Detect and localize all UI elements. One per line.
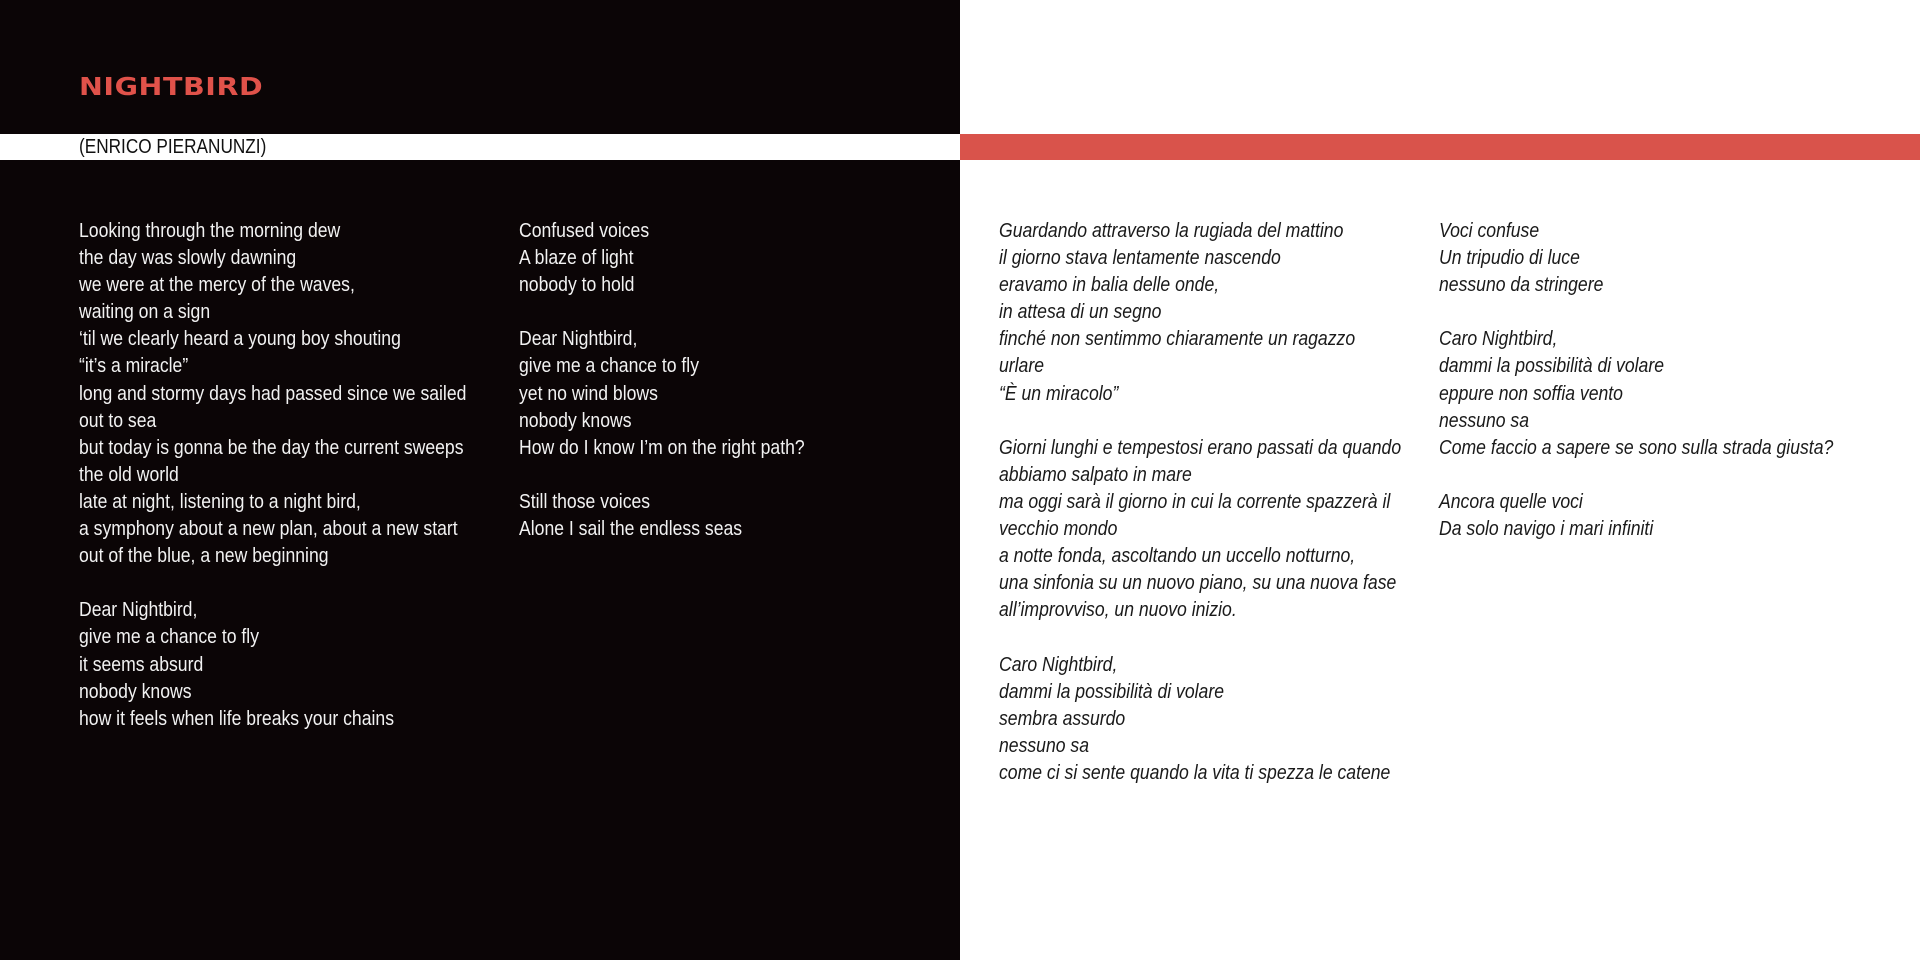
stanza-break [1439, 462, 1833, 489]
lyric-line: Guardando attraverso la rugiada del mattino [999, 220, 1344, 242]
lyric-line: Da solo navigo i mari infiniti [1439, 518, 1654, 541]
lyric-line: urlare [999, 355, 1045, 378]
lyric-line: “È un miracolo” [999, 382, 1119, 405]
lyric-line: nessuno sa [1439, 409, 1530, 432]
lyric-line: Ancora quelle voci [1439, 490, 1583, 513]
lyric-line: it seems absurd [79, 653, 204, 676]
lyric-line: ‘til we clearly heard a young boy shouting [79, 328, 401, 351]
lyric-line: out to sea [79, 409, 157, 432]
lyric-line: How do I know I’m on the right path? [519, 436, 805, 459]
lyrics-english-column-2 [519, 218, 805, 543]
stanza-break [999, 624, 1401, 651]
lyric-line: sembra assurdo [999, 707, 1126, 730]
lyric-line: all’improvviso, un nuovo inizio. [999, 599, 1237, 622]
lyric-line: il giorno stava lentamente nascendo [999, 247, 1281, 270]
lyrics-italian-column-2 [1439, 218, 1833, 543]
lyric-line: Confused voices [519, 220, 650, 242]
lyric-line: Alone I sail the endless seas [519, 518, 743, 541]
lyric-line: dammi la possibilità di volare [999, 680, 1224, 703]
stanza-break [519, 462, 805, 489]
lyric-line: nessuno sa [999, 734, 1090, 757]
lyric-line: late at night, listening to a night bird, [79, 490, 361, 513]
lyric-line: Come faccio a sapere se sono sulla strada giusta? [1439, 436, 1834, 459]
lyric-line: Dear Nightbird, [79, 599, 198, 622]
stanza-break [999, 408, 1401, 435]
lyric-line: eravamo in balia delle onde, [999, 274, 1220, 297]
lyric-line: A blaze of light [519, 247, 634, 270]
lyric-line: ma oggi sarà il giorno in cui la corrente spazzerà il [999, 490, 1391, 513]
lyric-line: nobody knows [519, 409, 632, 432]
lyric-line: the day was slowly dawning [79, 247, 297, 270]
lyric-line: Un tripudio di luce [1439, 247, 1580, 270]
lyric-line: the old world [79, 463, 179, 486]
lyric-line: waiting on a sign [79, 301, 211, 324]
lyric-line: vecchio mondo [999, 518, 1118, 541]
stanza-break [79, 570, 466, 597]
lyric-line: give me a chance to fly [79, 626, 260, 649]
lyric-line: Caro Nightbird, [999, 653, 1118, 676]
lyric-line: out of the blue, a new beginning [79, 545, 329, 568]
accent-band [960, 134, 1920, 160]
lyric-line: Still those voices [519, 490, 651, 513]
lyric-line: Voci confuse [1439, 220, 1540, 242]
lyric-line: Giorni lunghi e tempestosi erano passati da quando [999, 436, 1402, 459]
lyric-line: in attesa di un segno [999, 301, 1162, 324]
lyrics-italian-column-1 [999, 218, 1401, 787]
lyric-line: dammi la possibilità di volare [1439, 355, 1664, 378]
stanza-break [519, 299, 805, 326]
stanza-break [1439, 299, 1833, 326]
song-title: NIGHTBIRD [79, 72, 264, 101]
lyric-line: a notte fonda, ascoltando un uccello notturno, [999, 545, 1356, 568]
lyric-line: una sinfonia su un nuovo piano, su una nuova fase [999, 572, 1397, 595]
lyric-line: give me a chance to fly [519, 355, 700, 378]
lyric-line: finché non sentimmo chiaramente un ragazzo [999, 328, 1356, 351]
lyrics-english-column-1 [79, 218, 466, 733]
lyric-line: nessuno da stringere [1439, 274, 1604, 297]
lyric-line: Looking through the morning dew [79, 220, 341, 242]
lyric-line: nobody to hold [519, 274, 635, 297]
lyric-line: but today is gonna be the day the current sweeps [79, 436, 464, 459]
lyric-line: come ci si sente quando la vita ti spezza le catene [999, 761, 1391, 784]
lyric-line: abbiamo salpato in mare [999, 463, 1192, 486]
lyric-line: “it’s a miracle” [79, 355, 189, 378]
lyric-line: how it feels when life breaks your chains [79, 707, 395, 730]
lyric-line: long and stormy days had passed since we sailed [79, 382, 467, 405]
lyric-line: yet no wind blows [519, 382, 658, 405]
lyric-line: eppure non soffia vento [1439, 382, 1623, 405]
lyric-line: Caro Nightbird, [1439, 328, 1558, 351]
lyric-line: Dear Nightbird, [519, 328, 638, 351]
lyric-line: a symphony about a new plan, about a new start [79, 518, 458, 541]
lyric-line: we were at the mercy of the waves, [79, 274, 355, 297]
lyric-line: nobody knows [79, 680, 192, 703]
composer-credit: (ENRICO PIERANUNZI) [79, 136, 267, 158]
